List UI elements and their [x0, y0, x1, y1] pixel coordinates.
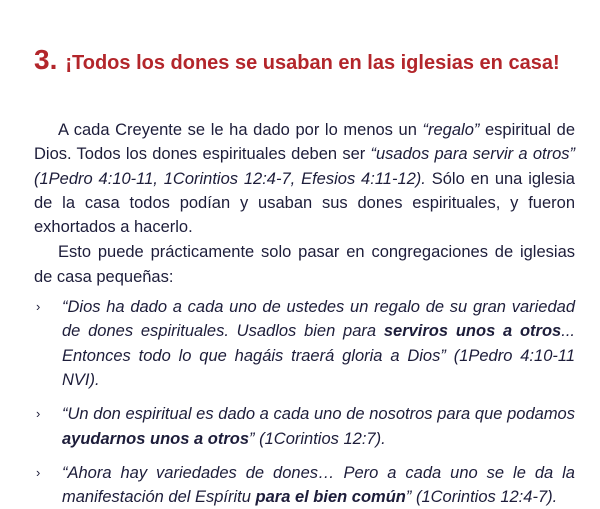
section-heading — [34, 44, 579, 76]
list-item — [34, 461, 575, 509]
quote-text: “Ahora hay variedades de dones… Pero a cada uno se le da la manifestación del Espíritu — [62, 463, 575, 507]
quote-highlight: ayudarnos unos a otros — [62, 429, 250, 448]
chevron-right-icon: › — [36, 406, 41, 422]
quote-text: ” (1Corintios 12:4-7). — [405, 488, 558, 507]
chevron-right-icon: › — [36, 299, 41, 315]
main-text — [34, 118, 575, 509]
emphasis-gift: “regalo” — [422, 121, 480, 139]
paragraph-text: espiritual de Dios. Todos los dones espirituales deben ser — [34, 121, 575, 164]
paragraph-gifts — [34, 118, 575, 239]
section-number: 3. — [34, 44, 58, 75]
list-item — [34, 402, 575, 451]
paragraph-text: Sólo en una iglesia de la casa todos podían y usaban sus dones espirituales, y fueron exhortados a hacerlo. — [34, 169, 575, 237]
scripture-references: “usados para servir a otros” (1Pedro 4:10-11, 1Corintios 12:4-7, Efesios 4:11-12). — [34, 145, 575, 188]
paragraph-house-churches: Esto puede prácticamente solo pasar en congregaciones de iglesias de casa pequeñas: — [34, 243, 575, 286]
scripture-quote-list — [34, 295, 575, 509]
quote-text: ... Entonces todo lo que hagáis traerá gloria a Dios” (1Pedro 4:10-11 NVI). — [62, 322, 575, 389]
quote-highlight: serviros unos a otros — [383, 322, 562, 341]
paragraph-text: A cada Creyente se le ha dado por lo menos un — [58, 121, 423, 139]
quote-text: “Dios ha dado a cada uno de ustedes un regalo de su gran variedad de dones espirituales. Usadlos bien para — [62, 298, 575, 341]
chevron-right-icon: › — [36, 464, 41, 480]
quote-text: ” (1Corintios 12:7). — [249, 429, 386, 448]
quote-text: “Un don espiritual es dado a cada uno de nosotros para que podamos — [62, 405, 575, 424]
list-item — [34, 295, 575, 392]
quote-highlight: para el bien común — [255, 488, 406, 507]
section-title: ¡Todos los dones se usaban en las iglesias en casa! — [65, 52, 560, 74]
